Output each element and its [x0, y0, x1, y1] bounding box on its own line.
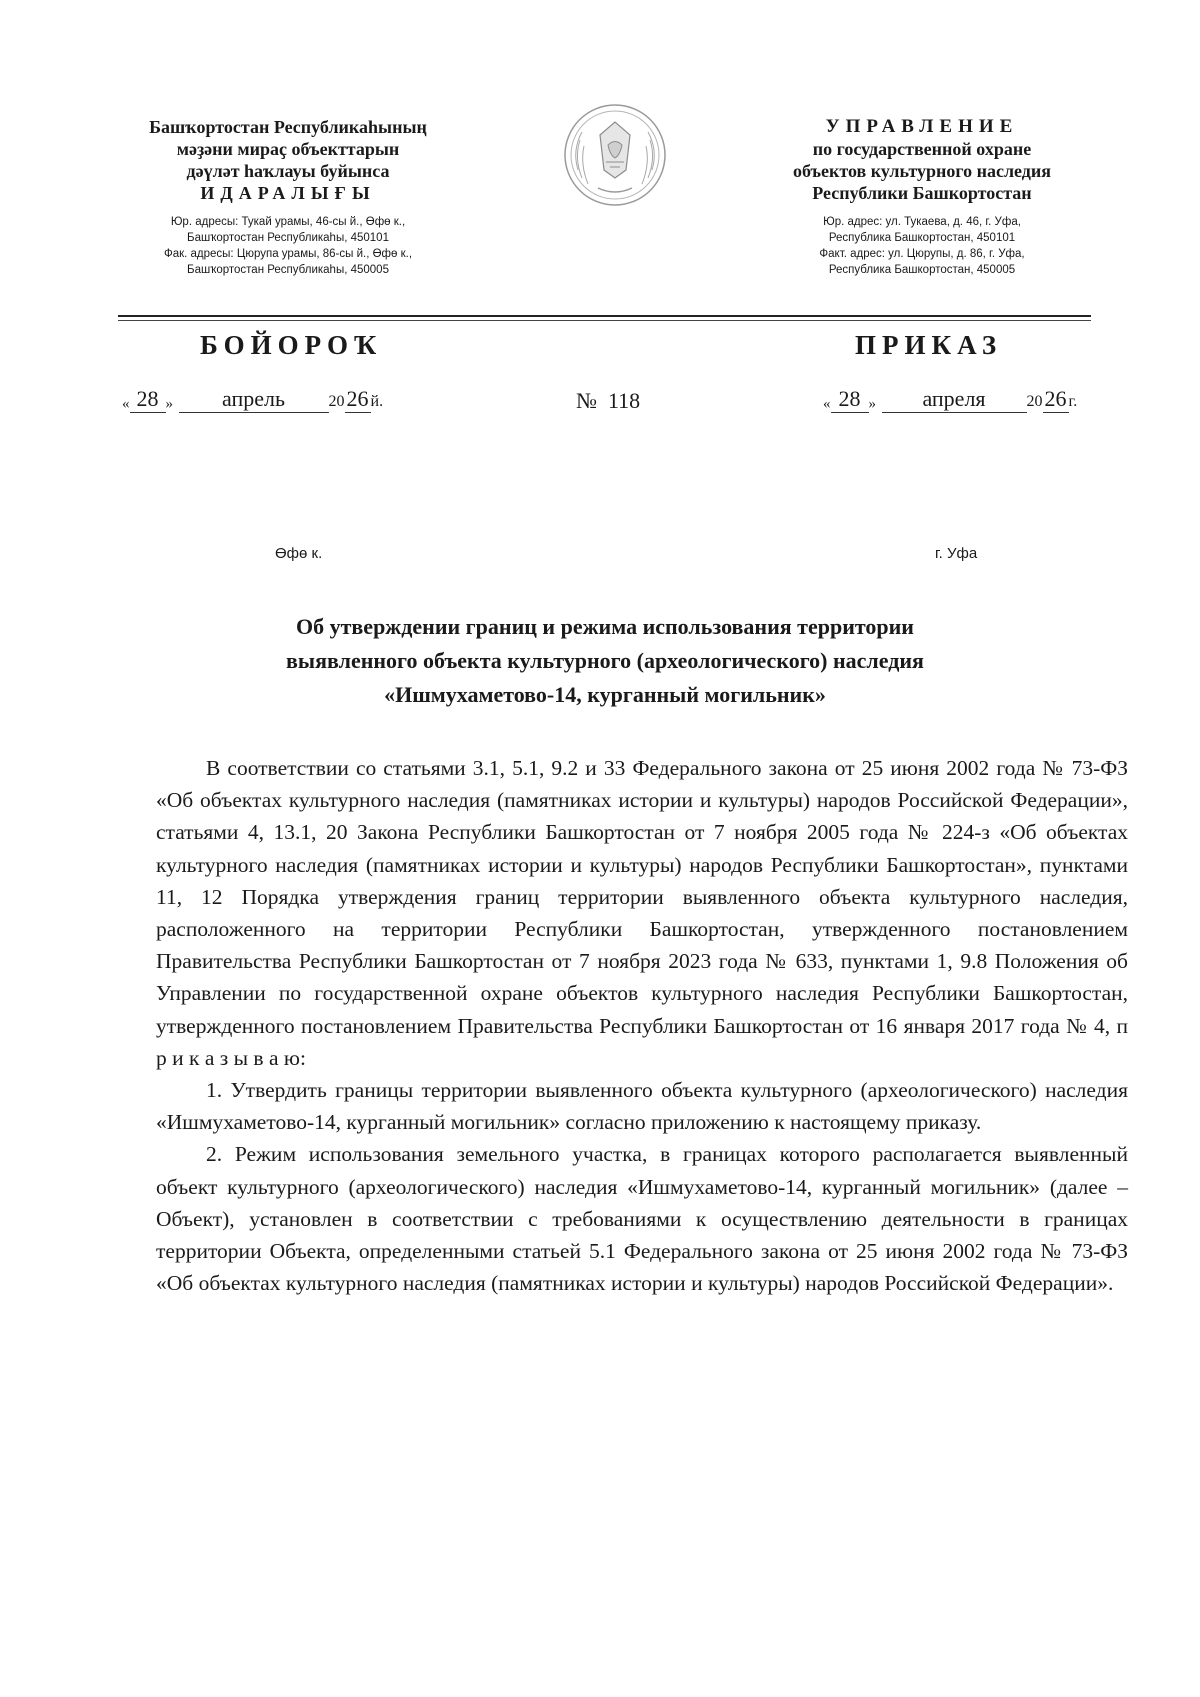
header-left-address: [118, 214, 458, 278]
city-russian: г. Уфа: [935, 545, 978, 562]
header-right-addr3: Факт. адрес: ул. Цюрупы, д. 86, г. Уфа,: [819, 248, 1025, 260]
document-subject: [180, 610, 1030, 712]
date-right-open-quote: «: [823, 396, 831, 412]
city-bashkir: Өфө к.: [275, 545, 323, 562]
header-left-org: ИДАРАЛЫҒЫ: [200, 183, 376, 203]
date-bashkir: [122, 386, 383, 413]
date-left-year-word: й.: [370, 393, 384, 410]
coat-of-arms-emblem-icon: [560, 100, 670, 210]
order-number-value: 118: [608, 388, 641, 413]
body-paragraph-preamble: В соответствии со статьями 3.1, 5.1, 9.2 и 33 Федерального закона от 25 июня 2002 года № 73-ФЗ «Об объектах культурного наследия (памятниках истории и культуры) народов Российской Федерации», статьями 4, 13.1, 20 Закона Республики Башкортостан от 7 ноября 2005 года № 224-з «Об объектах культурного наследия (памятниках истории и культуры) народов Республики Башкортостан», пунктами 11, 12 Порядка утверждения границ территории выявленного объекта культурного наследия, расположенного на территории Республики Башкортостан, утвержденного постановлением Правительства Республики Башкортостан от 7 ноября 2023 года № 633, пунктами 1, 9.8 Положения об Управлении по государственной охране объектов культурного наследия Республики Башкортостан, утвержденного постановлением Правительства Республики Башкортостан от 16 января 2017 года № 4, п р и к а з ы в а ю:: [156, 756, 1128, 1070]
doc-type-bashkir: БОЙОРОҠ: [200, 330, 383, 360]
header-right-addr1: Юр. адрес: ул. Тукаева, д. 46, г. Уфа,: [823, 216, 1021, 228]
date-right-month: апреля: [882, 386, 1027, 413]
body-paragraph-item-2: 2. Режим использования земельного участка, в границах которого располагается выявленный объект культурного (археологического) наследия «Ишмухаметово-14, курганный могильник» (далее – Объект), установлен в соответствии с требованиями к осуществлению деятельности в границах территории Объекта, определенными статьей 5.1 Федерального закона от 25 июня 2002 года № 73-ФЗ «Об объектах культурного наследия (памятниках истории и культуры) народов Российской Федерации».: [156, 1142, 1128, 1296]
order-number: [576, 388, 640, 414]
header-left-addr2: Башҡортостан Республикаһы, 450101: [187, 232, 389, 244]
date-right-year-prefix: 20: [1026, 393, 1043, 410]
date-left-year-suffix: 26: [346, 386, 369, 411]
header-left-bashkir: [118, 116, 458, 278]
header-right-line1: по государственной охране: [812, 139, 1032, 159]
document-body: [156, 752, 1128, 1299]
date-right-close-quote: »: [868, 396, 876, 412]
date-left-month: апрель: [179, 386, 329, 413]
header-right-org: УПРАВЛЕНИЕ: [825, 116, 1019, 137]
header-left-line3: дәүләт һаҡлауы буйынса: [186, 161, 390, 181]
header-left-addr1: Юр. адресы: Тукай урамы, 46-сы й., Өфө к.,: [170, 216, 406, 228]
date-left-day: 28: [130, 386, 166, 413]
doc-type-russian: ПРИКАЗ: [855, 330, 1003, 360]
header-divider-thick: [118, 315, 1091, 317]
header-left-addr4: Башҡортостан Республикаһы, 450005: [187, 264, 389, 276]
date-right-year-suffix: 26: [1044, 386, 1067, 411]
subject-line1: Об утверждении границ и режима использования территории: [296, 614, 914, 639]
header-right-line3: Республики Башкортостан: [812, 183, 1032, 203]
order-number-sign: №: [576, 388, 597, 413]
header-left-line2: мәҙәни мираҫ объекттарын: [176, 139, 400, 159]
header-left-addr3: Фак. адресы: Цюрупа урамы, 86-сы й., Өфө к.,: [163, 248, 413, 260]
header-right-address: [752, 214, 1092, 278]
subject-line2: выявленного объекта культурного (археологического) наследия: [286, 648, 924, 673]
body-paragraph-item-1: 1. Утвердить границы территории выявленного объекта культурного (археологического) наследия «Ишмухаметово-14, курганный могильник» согласно приложению к настоящему приказу.: [156, 1078, 1128, 1135]
header-right-russian: [752, 116, 1092, 278]
subject-line3: «Ишмухаметово-14, курганный могильник»: [384, 682, 826, 707]
header-left-line1: Башҡортостан Республикаһының: [149, 117, 427, 137]
date-russian: [823, 386, 1077, 413]
date-left-open-quote: «: [122, 396, 130, 412]
date-right-year-word: г.: [1068, 393, 1078, 410]
date-left-year-prefix: 20: [328, 393, 345, 410]
date-left-close-quote: »: [165, 396, 173, 412]
header-right-line2: объектов культурного наследия: [792, 161, 1052, 181]
header-right-addr2: Республика Башкортостан, 450101: [828, 232, 1016, 244]
header-divider-thin: [118, 320, 1091, 321]
date-right-day: 28: [831, 386, 869, 413]
header-right-addr4: Республика Башкортостан, 450005: [828, 264, 1016, 276]
